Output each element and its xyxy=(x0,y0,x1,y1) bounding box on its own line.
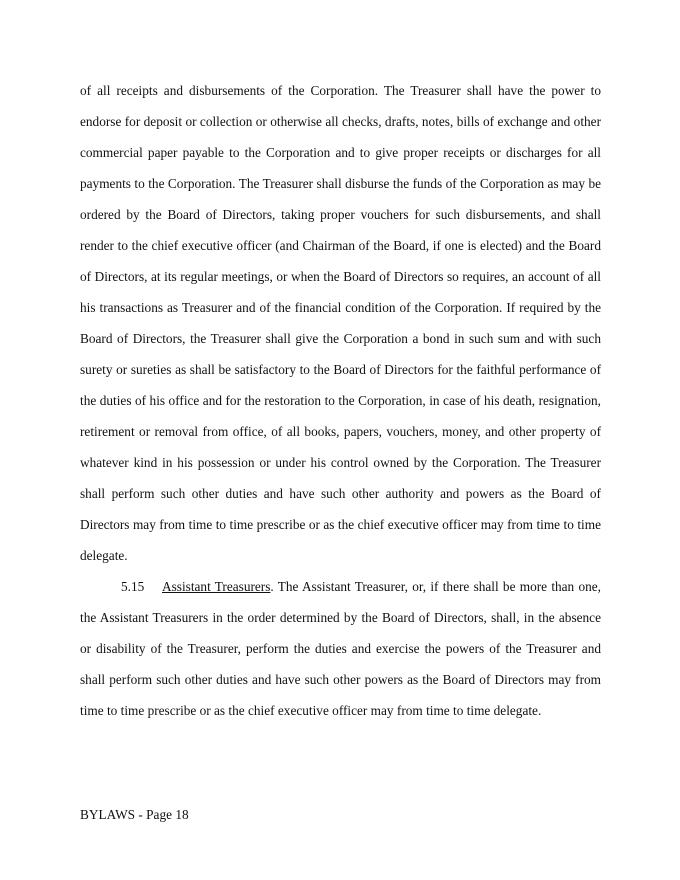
section-heading-punctuation: . xyxy=(270,579,274,594)
treasurer-paragraph-continuation: of all receipts and disbursements of the Corporation. The Treasurer shall have the power to endorse for deposit or collection or otherwise all checks, drafts, notes, bills of exchange and other commercial paper payable to the Corporation and to give proper receipts or discharges for all payments to the Corporation. The Treasurer shall disburse the funds of the Corporation as may be ordered by the Board of Directors, taking proper vouchers for such disbursements, and shall render to the chief executive officer (and Chairman of the Board, if one is elected) and the Board of Directors, at its regular meetings, or when the Board of Directors so requires, an account of all his transactions as Treasurer and of the financial condition of the Corporation. If required by the Board of Directors, the Treasurer shall give the Corporation a bond in such sum and with such surety or sureties as shall be satisfactory to the Board of Directors for the faithful performance of the duties of his office and for the restoration to the Corporation, in case of his death, resignation, retirement or removal from office, of all books, papers, vouchers, money, and other property of whatever kind in his possession or under his control owned by the Corporation. The Treasurer shall perform such other duties and have such other authority and powers as the Board of Directors may from time to time prescribe or as the chief executive officer may from time to time delegate. xyxy=(80,83,601,563)
section-number: 5.15 xyxy=(121,579,145,594)
page-footer: BYLAWS - Page 18 xyxy=(80,807,189,822)
page-body xyxy=(80,75,601,726)
section-text: The Assistant Treasurer, or, if there shall be more than one, the Assistant Treasurers in the order determined by the Board of Directors, shall, in the absence or disability of the Treasurer, perform the duties and exercise the powers of the Treasurer and shall perform such other duties and have such other powers as the Board of Directors may from time to time prescribe or as the chief executive officer may from time to time delegate. xyxy=(80,579,601,718)
section-heading: Assistant Treasurers xyxy=(162,579,271,594)
section-5-15-paragraph xyxy=(80,571,601,726)
